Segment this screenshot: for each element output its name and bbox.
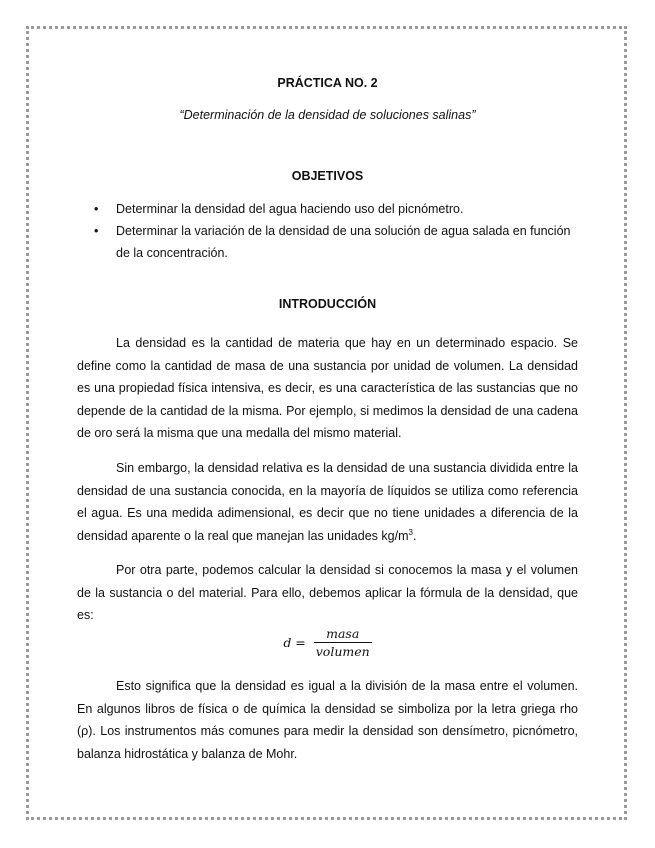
density-formula: [77, 626, 578, 659]
formula-denominator: volumen: [315, 644, 370, 659]
intro-paragraph-2-end: .: [412, 528, 417, 543]
objective-text: Determinar la densidad del agua haciendo uso del picnómetro.: [116, 202, 464, 216]
intro-paragraph-1: La densidad es la cantidad de materia que hay en un determinado espacio. Se define como la cantidad de masa de una sustancia por unidad de volumen. La densidad es una propiedad física intensiva, es decir, es una característica de las sustancias que no depende de la cantidad de la misma. Por ejemplo, si medimos la densidad de una cadena de oro será la misma que una medalla del mismo material.: [77, 336, 578, 440]
formula-fraction: [314, 626, 372, 659]
intro-paragraph-3: Por otra parte, podemos calcular la densidad si conocemos la masa y el volumen de la sustancia o del material. Para ello, debemos aplicar la fórmula de la densidad, que es:: [77, 563, 578, 622]
objectives-heading: OBJETIVOS: [291, 169, 364, 183]
objective-text: Determinar la variación de la densidad de una solución de agua salada en función de la concentración.: [116, 224, 571, 260]
practice-title: PRÁCTICA NO. 2: [277, 76, 378, 90]
intro-paragraph-4: Esto significa que la densidad es igual a la división de la masa entre el volumen. En algunos libros de física o de química la densidad se simboliza por la letra griega rho (ρ). Los instrumentos más comunes para medir la densidad son densímetro, picnómetro, balanza hidrostática y balanza de Mohr.: [77, 679, 578, 761]
objectives-list: [77, 198, 578, 264]
bullet-icon: •: [94, 224, 99, 238]
introduction-heading: INTRODUCCIÓN: [278, 297, 377, 311]
intro-paragraph-2: [77, 457, 578, 547]
list-item: [77, 220, 578, 264]
formula-lhs: d =: [283, 635, 306, 650]
bullet-icon: •: [94, 202, 99, 216]
list-item: [77, 198, 578, 220]
practice-subtitle: “Determinación de la densidad de soluciones salinas”: [179, 108, 476, 122]
formula-numerator: masa: [314, 626, 372, 643]
superscript-exponent: 3: [408, 527, 413, 537]
intro-paragraph-2-text: Sin embargo, la densidad relativa es la densidad de una sustancia dividida entre la densidad de una sustancia conocida, en la mayoría de líquidos se utiliza como referencia el agua. Es una medida adimensional, es decir que no tiene unidades a diferencia de la densidad aparente o la real que manejan las unidades kg/m: [77, 461, 578, 543]
